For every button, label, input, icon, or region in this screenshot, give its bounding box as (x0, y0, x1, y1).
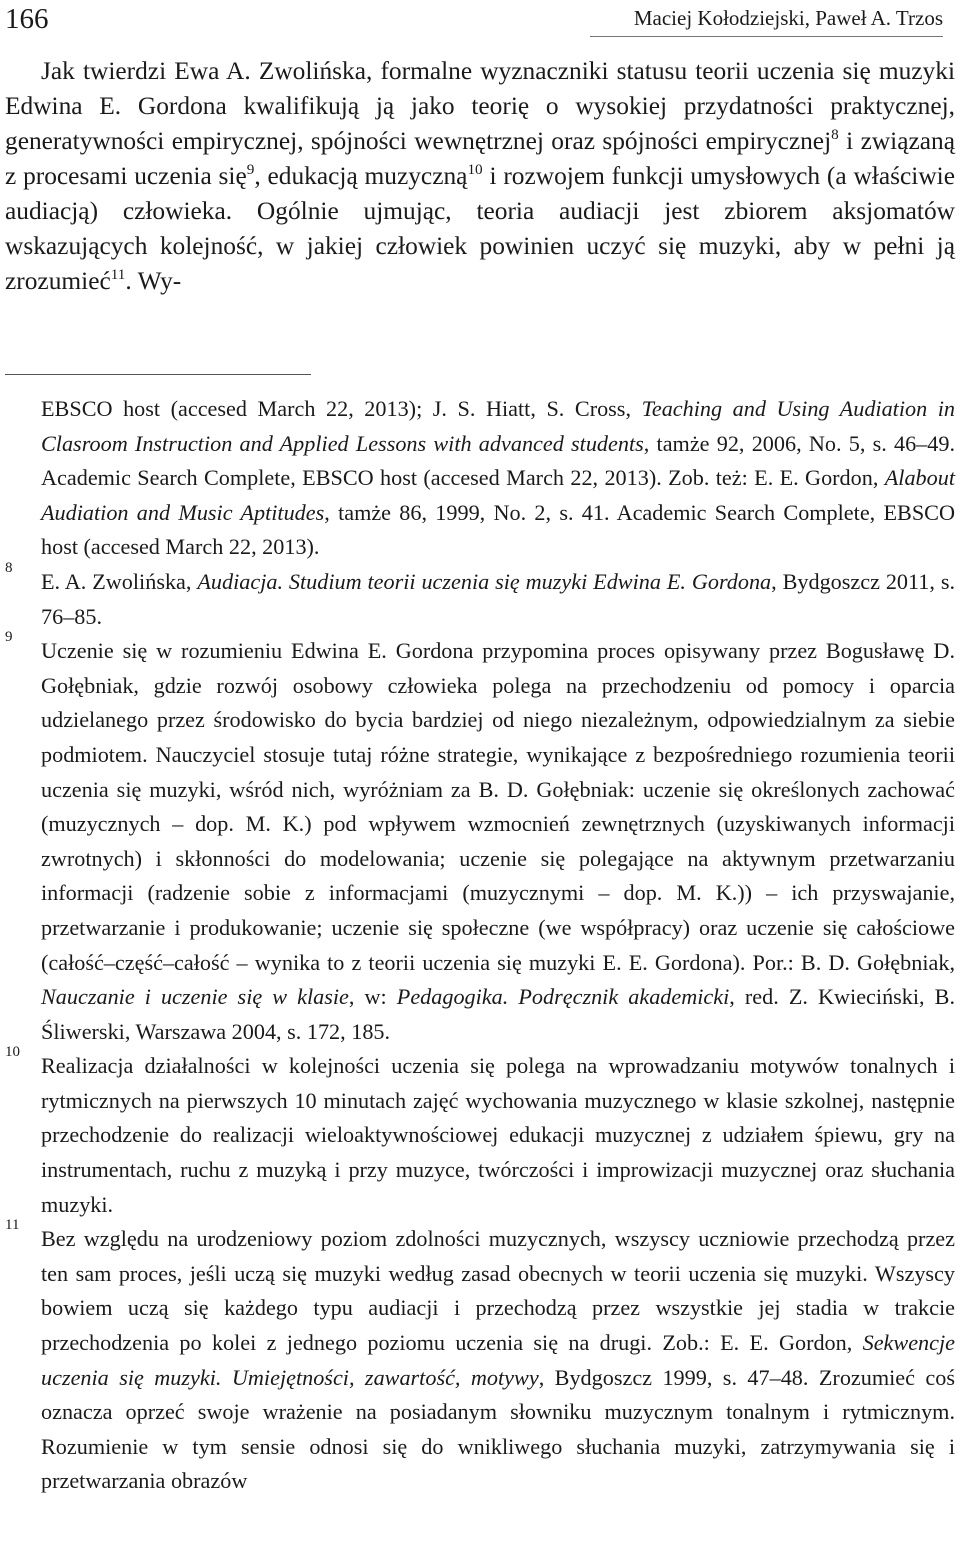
body-text-run: . Wy- (125, 267, 182, 295)
footnotes (5, 392, 955, 1499)
footnote-title: Teaching and Using Audiation in Clasroom Instruction and Applied Lessons with advanced students (41, 396, 956, 456)
body-paragraph (5, 54, 955, 299)
footnote-text: , tamże 92, 2006, No. 5, s. 46–49. Academic Search Complete, EBSCO host (accesed March 22, 2013). Zob. też: E. E. Gordon, (41, 430, 956, 491)
footnote-text: E. A. Zwolińska, (41, 568, 198, 594)
footnote-ref-8[interactable]: 8 (831, 126, 839, 144)
footnote-title: Audiacja. Studium teorii uczenia się muzyki Edwina E. Gordona (197, 568, 772, 594)
footnote-ref-10[interactable]: 10 (467, 161, 483, 179)
footnote-text: EBSCO host (accesed March 22, 2013); J. S. Hiatt, S. Cross, (41, 396, 642, 421)
main-body (5, 54, 955, 299)
footnote-text: , Bydgoszcz 2011, s. 76–85. (41, 568, 956, 629)
footnote-text: , w: (348, 984, 397, 1010)
footnote-9 (5, 629, 956, 1049)
footnote-text: , tamże 86, 1999, No. 2, s. 41. Academic Search Complete, EBSCO host (accesed March 22, 2013). (41, 499, 955, 560)
running-header-authors: Maciej Kołodziejski, Paweł A. Trzos (633, 6, 943, 30)
body-text-run: Jak twierdzi Ewa A. Zwolińska, formalne wyznaczniki statusu teorii uczenia się muzyki Edwina E. Gordona kwalifikują ją jako teorię o wysokiej przydatności praktycznej, generatywności empirycznej, spójności wewnętrznej oraz spójności empirycznej (5, 57, 955, 155)
footnote-8 (5, 559, 956, 634)
footnote-text: , Bydgoszcz 1999, s. 47–48. Zrozumieć coś oznacza oprzeć swoje wrażenie na posiadanym słowniku muzycznym tonalnym i rytmicznym. Rozumienie w tym sensie odnosi się do wnikliwego słuchania muzyki, zatrzymywania się i przetwarzania obrazów (41, 1364, 955, 1494)
page-number: 166 (5, 3, 49, 35)
footnote-number: 9 (5, 629, 13, 646)
footnote-ref-11[interactable]: 11 (110, 266, 126, 284)
running-header (5, 0, 943, 40)
footnote-11 (5, 1217, 955, 1499)
footnote-title: Sekwencje uczenia się muzyki. Umiejętności, zawartość, motywy (41, 1330, 955, 1390)
footnote-10 (5, 1044, 955, 1222)
footnote-title: Pedagogika. Podręcznik akademicki (396, 984, 730, 1010)
footnote-separator (5, 374, 311, 375)
footnote-title: Nauczanie i uczenie się w klasie (41, 984, 349, 1010)
body-text-run: i rozwojem funkcji umysłowych (a właściwie audiacją) człowieka. Ogólnie ujmując, teoria audiacji jest zbiorem aksjomatów wskazujących kolejność, w jakiej człowiek powinien uczyć się muzyki, aby w pełni ją zrozumieć (5, 162, 955, 295)
footnote-text: Uczenie się w rozumieniu Edwina E. Gordona przypomina proces opisywany przez Bogusławę D. Gołębniak, gdzie rozwój osobowy człowieka polega na przechodzeniu od pomocy i oparcia udzielanego przez środowisko do bycia bardziej od niego niezależnym, odpowiedzialnym za siebie podmiotem. Nauczyciel stosuje tutaj różne strategie, wynikające z bezpośredniego rozumienia teorii uczenia się muzyki, wśród nich, wyróżniam za B. D. Gołębniak: uczenie się określonych zachować (muzycznych – dop. M. K.) pod wpływem wzmocnień zewnętrznych (uzyskiwanych informacji zwrotnych) i skłonności do modelowania; uczenie się polegające na aktywnym przetwarzaniu informacji (radzenie sobie z informacjami (muzycznymi – dop. M. K.)) – ich przyswajanie, przetwarzanie i produkowanie; uczenie się społeczne (we współpracy) oraz uczenie się całościowe (całość–część–całość – wynika to z teorii uczenia się muzyki E. E. Gordona). Por.: B. D. Gołębniak, (41, 638, 955, 975)
body-text-run: , edukacją muzyczną (254, 162, 468, 190)
footnote-number: 11 (5, 1217, 20, 1234)
footnote-text: Realizacja działalności w kolejności uczenia się polega na wprowadzaniu motywów tonalnych i rytmicznych na pierwszych 10 minutach zajęć wychowania muzycznego w klasie szkolnej, następnie przechodzenie do realizacji wieloaktywnościowej edukacji muzycznej z udziałem śpiewu, gry na instrumentach, ruchu z muzyką i przy muzyce, twórczości i improwizacji muzycznej oraz słuchania muzyki. (41, 1053, 955, 1217)
footnote-text: Bez względu na urodzeniowy poziom zdolności muzycznych, wszyscy uczniowie przechodzą przez ten sam proces, jeśli uczą się muzyki według zasad obecnych w teorii uczenia się muzyki. Wszyscy bowiem uczą się każdego typu audiacji i przechodzą przez wszystkie jej stadia w trakcie przechodzenia po kolei z jednego poziomu uczenia się na drugi. Zob.: E. E. Gordon, (41, 1226, 955, 1356)
footnote-continued (5, 392, 955, 565)
header-rule (590, 36, 943, 37)
footnote-ref-9[interactable]: 9 (246, 161, 255, 179)
body-text-run: i związaną z procesami uczenia się (5, 127, 956, 190)
footnote-text: , red. Z. Kwieciński, B. Śliwerski, Warszawa 2004, s. 172, 185. (41, 984, 956, 1044)
footnote-title: Alabout Audiation and Music Aptitudes (41, 465, 955, 525)
footnote-number: 8 (5, 559, 13, 576)
footnote-number: 10 (5, 1044, 20, 1061)
